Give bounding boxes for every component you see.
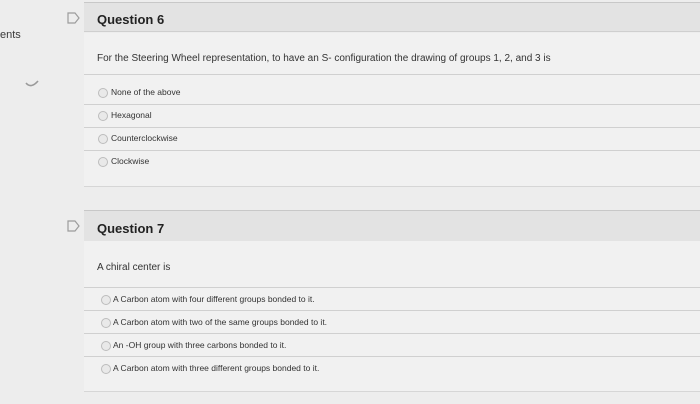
radio-button[interactable] (98, 157, 108, 167)
option-label: Hexagonal (111, 110, 152, 120)
flag-icon[interactable] (67, 12, 80, 24)
answer-option[interactable] (84, 83, 700, 104)
answer-option[interactable] (84, 313, 700, 334)
flag-icon[interactable] (67, 220, 80, 232)
question-7-body (84, 241, 700, 392)
question-prompt: For the Steering Wheel representation, to have an S- configuration the drawing of groups 1, 2, and 3 is (97, 53, 551, 64)
option-label: An -OH group with three carbons bonded to it. (113, 340, 287, 350)
answer-option[interactable] (84, 290, 700, 311)
radio-button[interactable] (101, 364, 111, 374)
question-prompt: A chiral center is (97, 262, 171, 273)
radio-button[interactable] (101, 341, 111, 351)
radio-button[interactable] (98, 111, 108, 121)
question-6-header (84, 2, 700, 32)
answer-option[interactable] (84, 359, 700, 380)
sidebar-label: ents (0, 29, 21, 41)
check-icon (25, 78, 39, 90)
question-title: Question 6 (97, 12, 165, 27)
option-label: Counterclockwise (111, 133, 178, 143)
answer-option[interactable] (84, 152, 700, 173)
option-label: Clockwise (111, 156, 150, 166)
question-7-header (84, 210, 700, 242)
radio-button[interactable] (98, 88, 108, 98)
option-label: A Carbon atom with three different groups bonded to it. (113, 363, 320, 373)
answer-option[interactable] (84, 336, 700, 357)
option-label: A Carbon atom with two of the same groups bonded to it. (113, 317, 328, 327)
radio-button[interactable] (101, 295, 111, 305)
question-6-body (84, 33, 700, 187)
option-label: None of the above (111, 87, 181, 97)
radio-button[interactable] (98, 134, 108, 144)
answer-option[interactable] (84, 129, 700, 150)
answer-option[interactable] (84, 106, 700, 127)
question-title: Question 7 (97, 221, 165, 236)
option-label: A Carbon atom with four different groups bonded to it. (113, 294, 315, 304)
radio-button[interactable] (101, 318, 111, 328)
